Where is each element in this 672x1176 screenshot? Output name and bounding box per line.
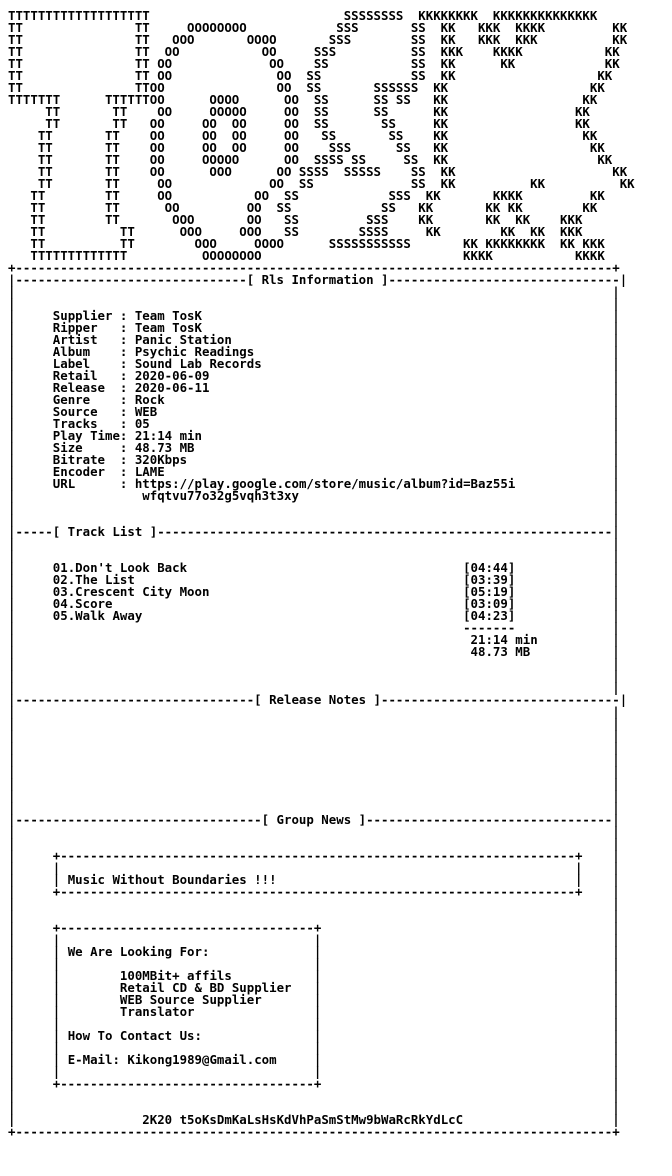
rls-info-value: Psychic Readings <box>134 344 255 359</box>
track-row: | 05.Walk Away [04:23] | <box>8 608 620 623</box>
track-time: [04:44] <box>463 560 516 575</box>
blank-line: | | <box>8 512 620 527</box>
rls-info-label: Genre <box>52 392 120 407</box>
blank-line: | | <box>8 284 620 299</box>
looking-for-item: Retail CD & BD Supplier <box>119 980 292 995</box>
logo-art-row: TTTTTTT TTTTTTOO OOOO OO SS SS SS KK KK <box>8 92 598 107</box>
rls-info-label: Label <box>52 356 120 371</box>
rls-info-value: Sound Lab Records <box>134 356 262 371</box>
rls-info-label: URL <box>52 476 120 491</box>
blank-line: | | <box>8 1100 620 1115</box>
rls-info-value: 320Kbps <box>134 452 188 467</box>
motto-box-top: | +---------------------------------------------------------------------+ | <box>8 848 620 863</box>
blank-line: | | <box>8 752 620 767</box>
rls-info-row: | URL : https://play.google.com/store/music/album?id=Baz55i | <box>8 476 620 491</box>
blank-line: | | <box>8 788 620 803</box>
blank-line: | | <box>8 296 620 311</box>
logo-art-row: TT TT OO OO OO OO SS SS KK KK <box>8 116 590 131</box>
track-title: 03.Crescent City Moon <box>52 584 464 599</box>
rls-info-label: Play Time <box>52 428 120 443</box>
track-row: | 02.The List [03:39] | <box>8 572 620 587</box>
news-box-line: | | E-Mail: Kikong1989@Gmail.com | | <box>8 1052 620 1067</box>
rls-info-value: 21:14 min <box>134 428 202 443</box>
blank-line: | | <box>8 548 620 563</box>
blank-line: | | <box>8 896 620 911</box>
logo-art-row: TT TT OO OOOOO OO SSSS SS SS KK KK <box>8 152 613 167</box>
looking-for-item: 100MBit+ affils <box>119 968 232 983</box>
logo-art-row: TT TT OO OO SS SS KK KK KK <box>8 176 635 191</box>
email-label: E-Mail: <box>67 1052 120 1067</box>
motto-box-line: | | | | <box>8 860 620 875</box>
rls-info-value: WEB <box>134 404 158 419</box>
logo-art-row: TT TT OO OO OO OO SSS SS KK KK <box>8 140 605 155</box>
news-box-line: | | | | <box>8 956 620 971</box>
rls-info-row: | Size : 48.73 MB | <box>8 440 620 455</box>
logo-art-row: TT TT OO OO SS SS KK KK <box>8 68 613 83</box>
rls-info-row: | Source : WEB | <box>8 404 620 419</box>
news-box-line: | | How To Contact Us: | | <box>8 1028 620 1043</box>
group-news-header: |---------------------------------[ Group News ]---------------------------------| <box>8 812 620 827</box>
logo-art-row: TT TT OOO OOOO SSSSSSSSSSS KK KKKKKKKK KK KKK <box>8 236 605 251</box>
logo-art-row: TT TT OO OO SS SSS KK KKKK KK <box>8 188 605 203</box>
track-totals-size: | 48.73 MB | <box>8 644 620 659</box>
track-totals-rule: | ------- | <box>8 620 620 635</box>
footer-code: 2K20 t5oKsDmKaLsHsKdVhPaSmStMw9bWaRcRkYdLcC <box>142 1112 464 1127</box>
logo-art-row: TT TT OOO OO SS SSS KK KK KK KKK <box>8 212 583 227</box>
rls-info-row: | Supplier : Team TosK | <box>8 308 620 323</box>
rls-info-value: Team TosK <box>134 320 202 335</box>
blank-line: | | <box>8 764 620 779</box>
track-time: [03:39] <box>463 572 516 587</box>
email-address: Kikong1989@Gmail.com <box>127 1052 277 1067</box>
motto-box-line: | | Music Without Boundaries !!! | | <box>8 872 620 887</box>
track-time: [03:09] <box>463 596 516 611</box>
blank-line: | | <box>8 908 620 923</box>
track-list-header: |-----[ Track List ]-------------------------------------------------------------| <box>8 524 620 539</box>
total-size: 48.73 MB <box>470 644 531 659</box>
blank-line: | | <box>8 536 620 551</box>
blank-line: | | <box>8 824 620 839</box>
blank-line: | | <box>8 1088 620 1103</box>
group-motto: Music Without Boundaries !!! <box>67 872 277 887</box>
news-box-line: | | Retail CD & BD Supplier | | <box>8 980 620 995</box>
bottom-border <box>8 1126 672 1138</box>
rls-info-label: Bitrate <box>52 452 120 467</box>
news-box-line: | | We Are Looking For: | | <box>8 944 620 959</box>
looking-for-item: Translator <box>119 1004 195 1019</box>
logo-art-row: TT TT OO OOOOO OO SS SS KK KK <box>8 104 590 119</box>
blank-line: | | <box>8 776 620 791</box>
rls-info-label: Album <box>52 344 120 359</box>
rls-info-row: | Album : Psychic Readings | <box>8 344 620 359</box>
logo-art-row: TT TT OOO OOO SS SSSS KK KK KK KKK <box>8 224 583 239</box>
rls-info-row: | Artist : Panic Station | <box>8 332 620 347</box>
blank-line: | | <box>8 836 620 851</box>
track-title: 02.The List <box>52 572 464 587</box>
rls-info-value: 05 <box>134 416 150 431</box>
rls-info-label: Ripper <box>52 320 120 335</box>
blank-line: | | <box>8 716 620 731</box>
rls-info-row: | Ripper : Team TosK | <box>8 320 620 335</box>
blank-line: | | <box>8 740 620 755</box>
rls-info-label: Artist <box>52 332 120 347</box>
blank-line: | | <box>8 668 620 683</box>
logo-art-row: TT TT OOO OOOO SSS SS KK KKK KKK KK <box>8 32 628 47</box>
release-notes-header: |--------------------------------[ Release Notes ]--------------------------------| <box>8 692 628 707</box>
rls-info-row: | Release : 2020-06-11 | <box>8 380 620 395</box>
rls-info-label: Supplier <box>52 308 120 323</box>
track-row: | 04.Score [03:09] | <box>8 596 620 611</box>
rls-info-row: | Label : Sound Lab Records | <box>8 356 620 371</box>
rls-info-value: 2020-06-09 <box>134 368 210 383</box>
blank-line: | | <box>8 728 620 743</box>
rls-info-value: Team TosK <box>134 308 202 323</box>
track-row: | 01.Don't Look Back [04:44] | <box>8 560 620 575</box>
logo-art-row: TT TT OO OO SSS SS KKK KKKK KK <box>8 44 620 59</box>
news-box-line: | | | | <box>8 1016 620 1031</box>
rls-info-row: | Encoder : LAME | <box>8 464 620 479</box>
track-totals-time: | 21:14 min | <box>8 632 620 647</box>
news-box-top: | +----------------------------------+ | <box>8 920 620 935</box>
news-box-line: | | 100MBit+ affils | | <box>8 968 620 983</box>
rls-info-header: |-------------------------------[ Rls Information ]-------------------------------| <box>8 272 628 287</box>
logo-art-row: TT TT OO OO SS SS KK KK KK <box>8 56 620 71</box>
rls-info-value: 48.73 MB <box>134 440 195 455</box>
totals-rule: ------- <box>463 620 516 635</box>
logo-art-row: TT TTOO OO SS SSSSSS KK KK <box>8 80 605 95</box>
track-title: 05.Walk Away <box>52 608 464 623</box>
total-time: 21:14 min <box>470 632 538 647</box>
news-box-line: | | | | <box>8 932 620 947</box>
logo-art-row: TT TT OO OOO OO SSSS SSSSS SS KK KK <box>8 164 628 179</box>
track-time: [04:23] <box>463 608 516 623</box>
track-time: [05:19] <box>463 584 516 599</box>
rls-info-value: 2020-06-11 <box>134 380 210 395</box>
rls-info-row: | Retail : 2020-06-09 | <box>8 368 620 383</box>
track-title: 01.Don't Look Back <box>52 560 464 575</box>
blank-line: | | <box>8 680 620 695</box>
rls-info-label: Encoder <box>52 464 120 479</box>
blank-line: | | <box>8 500 620 515</box>
rls-info-value: https://play.google.com/store/music/album?id=Baz55i <box>134 476 516 491</box>
logo-art-row: TT TT OOOOOOOO SSS SS KK KKK KKKK KK <box>8 20 628 35</box>
rls-info-value: LAME <box>134 464 165 479</box>
logo-art-row: TTTTTTTTTTTTT OOOOOOOO KKKK KKKK <box>8 248 605 263</box>
rls-info-label: Tracks <box>52 416 120 431</box>
rls-info-label: Size <box>52 440 120 455</box>
blank-line: | | <box>8 704 620 719</box>
rls-info-label: Retail <box>52 368 120 383</box>
motto-box-bottom: | +---------------------------------------------------------------------+ | <box>8 884 620 899</box>
contact-label: How To Contact Us: <box>67 1028 202 1043</box>
rls-info-row: | Bitrate : 320Kbps | <box>8 452 620 467</box>
rls-info-value: Rock <box>134 392 165 407</box>
looking-for-item: WEB Source Supplier <box>119 992 262 1007</box>
border-top: +--------------------------------------------------------------------------------+ <box>8 260 620 275</box>
rls-info-row: | Play Time: 21:14 min | <box>8 428 620 443</box>
track-title: 04.Score <box>52 596 464 611</box>
url-continuation: wfqtvu77o32g5vqh3t3xy <box>142 488 299 503</box>
footer-code-line: | 2K20 t5oKsDmKaLsHsKdVhPaSmStMw9bWaRcRkYdLcC | <box>8 1112 620 1127</box>
blank-line: | | <box>8 800 620 815</box>
news-box-line: | | | | <box>8 1064 620 1079</box>
logo-art-row: TT TT OO OO OO OO SS SS KK KK <box>8 128 598 143</box>
news-box-line: | | Translator | | <box>8 1004 620 1019</box>
looking-for-label: We Are Looking For: <box>67 944 210 959</box>
blank-line: | | <box>8 656 620 671</box>
logo-art-row: TT TT OO OO SS SS KK KK KK KK <box>8 200 598 215</box>
rls-info-value: Panic Station <box>134 332 232 347</box>
rls-info-row: | Genre : Rock | <box>8 392 620 407</box>
logo-art-row: TTTTTTTTTTTTTTTTTTT SSSSSSSS KKKKKKKK KKKKKKKKKKKKKK <box>8 8 598 23</box>
news-box-line: | | WEB Source Supplier | | <box>8 992 620 1007</box>
rls-info-label: Release <box>52 380 120 395</box>
rls-info-label: Source <box>52 404 120 419</box>
news-box-bottom: | +----------------------------------+ | <box>8 1076 620 1091</box>
track-row: | 03.Crescent City Moon [05:19] | <box>8 584 620 599</box>
rls-info-row: | wfqtvu77o32g5vqh3t3xy | <box>8 488 620 503</box>
border-bottom: +--------------------------------------------------------------------------------+ <box>8 1124 620 1139</box>
rls-info-row: | Tracks : 05 | <box>8 416 620 431</box>
news-box-line: | | | | <box>8 1040 620 1055</box>
